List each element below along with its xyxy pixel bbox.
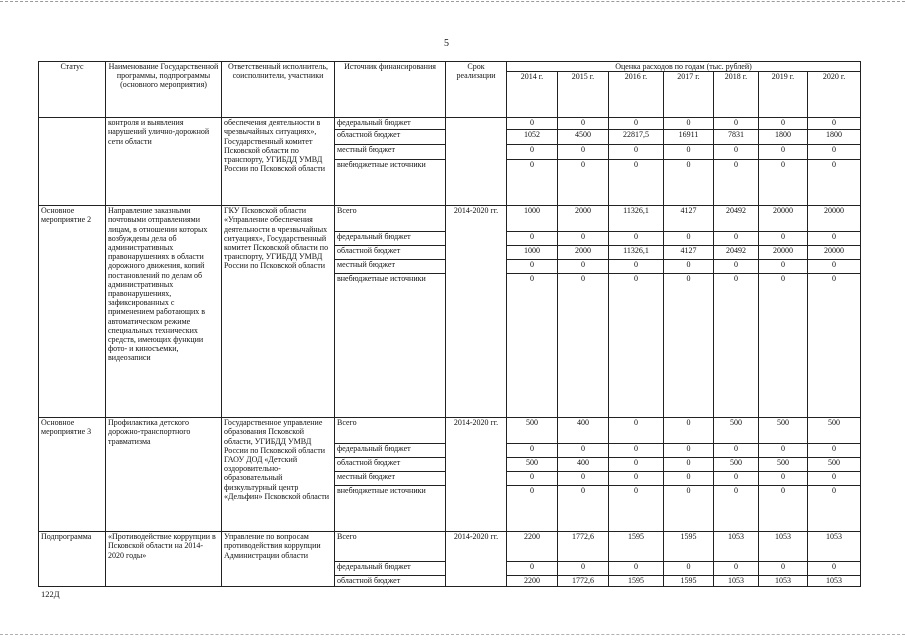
header-year: 2019 г. [759,72,808,118]
value-cell: 16911 [664,130,714,145]
name-cell: контроля и выявления нарушений улично-дорожной сети области [106,118,222,206]
document-code: 122Д [41,589,60,599]
value-cell: 0 [507,562,558,576]
value-cell: 0 [714,444,759,458]
value-cell: 0 [558,118,609,130]
name-cell: Направление заказными почтовыми отправлениями лицам, в отношении которых возбуждены дела об административных правонарушениях в области дорожного движения, копий постановлений по делам об административных правонарушениях, зафиксированных с применением работающих в автоматическом режиме специальных технических средств, имеющих функции фото- и киносъемки, видеозаписи [106,206,222,418]
value-cell: 0 [714,232,759,246]
responsible-cell: Управление по вопросам противодействия коррупции Администрации области [222,532,335,587]
value-cell: 0 [558,562,609,576]
source-cell: Всего [335,206,446,232]
period-cell: 2014-2020 гг. [446,206,507,418]
period-cell: 2014-2020 гг. [446,532,507,587]
value-cell: 20000 [808,206,861,232]
value-cell: 500 [714,458,759,472]
value-cell: 0 [558,486,609,532]
header-responsible: Ответственный исполнитель, соисполнители, участники [222,62,335,118]
value-cell: 0 [759,472,808,486]
value-cell: 0 [808,472,861,486]
source-cell: местный бюджет [335,472,446,486]
value-cell: 0 [609,118,664,130]
value-cell: 0 [609,160,664,206]
source-cell: федеральный бюджет [335,232,446,246]
value-cell: 0 [609,232,664,246]
value-cell: 1800 [759,130,808,145]
value-cell: 500 [507,458,558,472]
header-period: Срок реализации [446,62,507,118]
value-cell: 0 [609,472,664,486]
value-cell: 1053 [808,532,861,562]
budget-table [38,61,861,587]
value-cell: 1772,6 [558,576,609,587]
value-cell: 20492 [714,246,759,260]
source-cell: федеральный бюджет [335,118,446,130]
value-cell: 0 [507,444,558,458]
header-year: 2020 г. [808,72,861,118]
value-cell: 1595 [664,576,714,587]
value-cell: 0 [664,486,714,532]
value-cell: 0 [808,274,861,418]
value-cell: 0 [664,458,714,472]
header-year: 2018 г. [714,72,759,118]
status-cell: Основное мероприятие 3 [39,418,106,532]
value-cell: 1053 [808,576,861,587]
value-cell: 0 [558,472,609,486]
header-status: Статус [39,62,106,118]
value-cell: 0 [664,274,714,418]
header-source: Источник финансирования [335,62,446,118]
responsible-cell: ГКУ Псковской области «Управление обеспечения деятельности в чрезвычайных ситуациях», Государственный комитет Псковской области по транспорту, УГИБДД УМВД России по Псковской области [222,206,335,418]
responsible-cell: Государственное управление образования Псковской области, УГИБДД УМВД России по Псковской области ГАОУ ДОД «Детский оздоровительно-образовательный физкультурный центр «Дельфин» Псковской области [222,418,335,532]
value-cell: 0 [609,562,664,576]
value-cell: 0 [558,274,609,418]
value-cell: 0 [808,160,861,206]
value-cell: 0 [507,260,558,274]
page-number: 5 [444,38,449,49]
source-cell: областной бюджет [335,130,446,145]
source-cell: Всего [335,532,446,562]
value-cell: 20000 [759,246,808,260]
value-cell: 20000 [759,206,808,232]
value-cell: 0 [808,232,861,246]
value-cell: 4127 [664,206,714,232]
status-cell: Подпрограмма [39,532,106,587]
source-cell: Всего [335,418,446,444]
value-cell: 0 [609,486,664,532]
value-cell: 1772,6 [558,532,609,562]
value-cell: 0 [664,562,714,576]
value-cell: 0 [507,118,558,130]
source-cell: областной бюджет [335,458,446,472]
value-cell: 0 [759,486,808,532]
value-cell: 0 [609,418,664,444]
source-cell: федеральный бюджет [335,444,446,458]
source-cell: местный бюджет [335,260,446,274]
header-year: 2015 г. [558,72,609,118]
header-estimate: Оценка расходов по годам (тыс. рублей) [507,62,861,72]
source-cell: областной бюджет [335,576,446,587]
value-cell: 0 [714,472,759,486]
value-cell: 400 [558,418,609,444]
value-cell: 0 [507,472,558,486]
name-cell: Профилактика детского дорожно-транспортного травматизма [106,418,222,532]
value-cell: 0 [558,160,609,206]
header-year: 2016 г. [609,72,664,118]
table-row [39,532,861,562]
value-cell: 2000 [558,246,609,260]
value-cell: 0 [808,260,861,274]
value-cell: 2200 [507,532,558,562]
value-cell: 0 [759,562,808,576]
source-cell: внебюджетные источники [335,160,446,206]
value-cell: 500 [714,418,759,444]
table-row [39,118,861,130]
value-cell: 0 [808,562,861,576]
value-cell: 1000 [507,246,558,260]
value-cell: 0 [664,118,714,130]
value-cell: 0 [759,118,808,130]
value-cell: 500 [507,418,558,444]
period-cell [446,118,507,206]
value-cell: 0 [609,145,664,160]
value-cell: 0 [558,260,609,274]
value-cell: 0 [507,486,558,532]
value-cell: 11326,1 [609,206,664,232]
value-cell: 1595 [609,576,664,587]
table-row [39,418,861,444]
value-cell: 1053 [714,576,759,587]
value-cell: 0 [507,160,558,206]
value-cell: 0 [808,486,861,532]
value-cell: 1052 [507,130,558,145]
value-cell: 20492 [714,206,759,232]
value-cell: 0 [714,260,759,274]
value-cell: 0 [558,232,609,246]
header-year: 2017 г. [664,72,714,118]
source-cell: федеральный бюджет [335,562,446,576]
value-cell: 0 [808,145,861,160]
source-cell: областной бюджет [335,246,446,260]
value-cell: 0 [664,145,714,160]
value-cell: 0 [759,145,808,160]
value-cell: 0 [808,118,861,130]
value-cell: 0 [609,260,664,274]
responsible-cell: обеспечения деятельности в чрезвычайных ситуациях», Государственный комитет Псковской области по транспорту, УГИБДД УМВД России по Псковской области [222,118,335,206]
period-cell: 2014-2020 гг. [446,418,507,532]
value-cell: 2000 [558,206,609,232]
value-cell: 0 [558,444,609,458]
value-cell: 500 [759,458,808,472]
header-year: 2014 г. [507,72,558,118]
value-cell: 1595 [664,532,714,562]
scan-border-bottom [0,634,905,635]
value-cell: 0 [759,274,808,418]
value-cell: 500 [808,458,861,472]
value-cell: 4500 [558,130,609,145]
source-cell: местный бюджет [335,145,446,160]
value-cell: 20000 [808,246,861,260]
value-cell: 11326,1 [609,246,664,260]
value-cell: 4127 [664,246,714,260]
value-cell: 1053 [714,532,759,562]
value-cell: 0 [609,458,664,472]
source-cell: внебюджетные источники [335,274,446,418]
value-cell: 0 [714,562,759,576]
value-cell: 0 [759,160,808,206]
source-cell: внебюджетные источники [335,486,446,532]
value-cell: 0 [507,145,558,160]
value-cell: 0 [664,418,714,444]
value-cell: 1595 [609,532,664,562]
value-cell: 0 [664,472,714,486]
value-cell: 0 [714,145,759,160]
value-cell: 500 [808,418,861,444]
value-cell: 0 [664,260,714,274]
name-cell: «Противодействие коррупции в Псковской области на 2014-2020 годы» [106,532,222,587]
table-body [39,118,861,587]
value-cell: 0 [664,160,714,206]
value-cell: 0 [507,274,558,418]
value-cell: 0 [714,486,759,532]
value-cell: 1053 [759,576,808,587]
value-cell: 0 [759,260,808,274]
status-cell: Основное мероприятие 2 [39,206,106,418]
header-name: Наименование Государственной программы, подпрограммы (основного мероприятия) [106,62,222,118]
value-cell: 2200 [507,576,558,587]
value-cell: 7831 [714,130,759,145]
value-cell: 0 [808,444,861,458]
value-cell: 0 [714,274,759,418]
value-cell: 0 [609,274,664,418]
value-cell: 0 [664,232,714,246]
value-cell: 1000 [507,206,558,232]
value-cell: 0 [714,118,759,130]
value-cell: 0 [759,444,808,458]
value-cell: 0 [558,145,609,160]
value-cell: 0 [609,444,664,458]
value-cell: 1053 [759,532,808,562]
value-cell: 0 [664,444,714,458]
value-cell: 500 [759,418,808,444]
value-cell: 0 [759,232,808,246]
scan-border-top [0,1,905,2]
value-cell: 22817,5 [609,130,664,145]
status-cell [39,118,106,206]
value-cell: 0 [714,160,759,206]
value-cell: 400 [558,458,609,472]
value-cell: 1800 [808,130,861,145]
table-row [39,206,861,232]
value-cell: 0 [507,232,558,246]
